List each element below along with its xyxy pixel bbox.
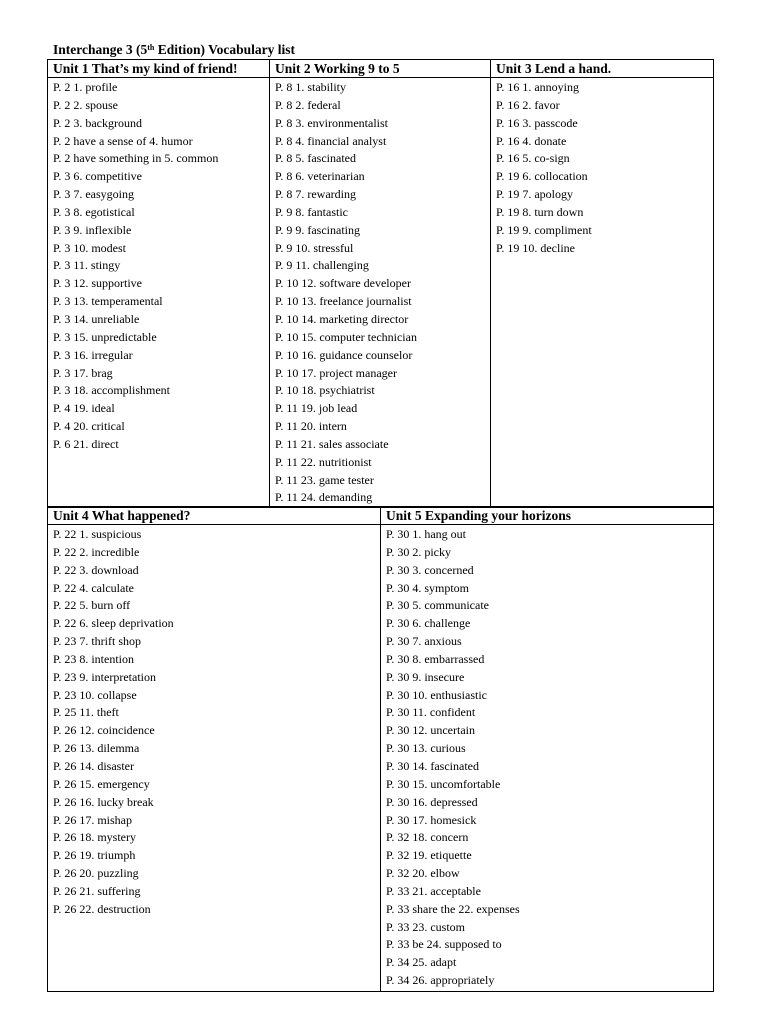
vocab-item: P. 11 21. sales associate — [275, 436, 389, 451]
vocab-item: P. 30 6. challenge — [386, 616, 471, 631]
vocab-item: P. 19 8. turn down — [496, 204, 584, 219]
vocab-item: P. 10 15. computer technician — [275, 329, 417, 344]
vocab-item: P. 22 5. burn off — [53, 598, 131, 613]
vocab-item: P. 8 4. financial analyst — [275, 133, 387, 148]
vocab-item: P. 2 have something in 5. common — [53, 151, 219, 166]
vocab-item: P. 30 1. hang out — [386, 527, 467, 541]
vocab-item: P. 11 19. job lead — [275, 401, 358, 416]
vocab-item: P. 8 2. federal — [275, 97, 341, 112]
vocab-item: P. 26 22. destruction — [53, 901, 151, 916]
vocab-item: P. 22 1. suspicious — [53, 527, 142, 541]
unit-2-word-list — [270, 78, 491, 508]
vocab-item: P. 16 1. annoying — [496, 80, 580, 94]
vocab-item: P. 19 7. apology — [496, 187, 574, 202]
vocab-item: P. 8 1. stability — [275, 80, 347, 94]
vocab-item: P. 16 2. favor — [496, 97, 560, 112]
vocab-item: P. 26 21. suffering — [53, 883, 141, 898]
vocab-item: P. 22 2. incredible — [53, 544, 140, 559]
unit-5-heading: Unit 5 Expanding your horizons — [381, 507, 714, 525]
vocab-item: P. 22 3. download — [53, 562, 139, 577]
vocab-item: P. 30 8. embarrassed — [386, 651, 485, 666]
vocab-item: P. 2 2. spouse — [53, 97, 119, 112]
vocab-item: P. 10 14. marketing director — [275, 311, 409, 326]
vocab-item: P. 2 1. profile — [53, 80, 118, 94]
vocab-item: P. 30 3. concerned — [386, 562, 474, 577]
document-title — [53, 42, 295, 58]
unit-4-heading: Unit 4 What happened? — [48, 507, 381, 525]
vocab-item: P. 33 share the 22. expenses — [386, 901, 520, 916]
vocab-item: P. 16 4. donate — [496, 133, 567, 148]
vocab-item: P. 3 11. stingy — [53, 258, 121, 273]
vocab-item: P. 30 14. fascinated — [386, 758, 479, 773]
vocab-item: P. 3 10. modest — [53, 240, 127, 255]
vocab-item: P. 26 15. emergency — [53, 776, 150, 791]
vocab-item: P. 9 9. fascinating — [275, 222, 360, 237]
vocab-item: P. 26 13. dilemma — [53, 741, 140, 756]
vocab-item: P. 3 9. inflexible — [53, 222, 132, 237]
vocab-item: P. 9 8. fantastic — [275, 204, 348, 219]
vocab-item: P. 26 18. mystery — [53, 830, 137, 845]
vocab-item: P. 30 15. uncomfortable — [386, 776, 501, 791]
vocab-item: P. 26 20. puzzling — [53, 866, 139, 881]
vocab-item: P. 32 18. concern — [386, 830, 469, 845]
vocab-item: P. 30 17. homesick — [386, 812, 477, 827]
vocab-item: P. 8 5. fascinated — [275, 151, 356, 166]
vocab-item: P. 6 21. direct — [53, 436, 119, 451]
vocab-item: P. 9 11. challenging — [275, 258, 369, 273]
unit-1-word-list — [48, 78, 270, 508]
vocab-item: P. 30 16. depressed — [386, 794, 478, 809]
vocab-item: P. 3 8. egotistical — [53, 204, 135, 219]
vocab-item: P. 10 17. project manager — [275, 365, 397, 380]
vocab-item: P. 3 14. unreliable — [53, 311, 140, 326]
vocab-item: P. 19 10. decline — [496, 240, 575, 255]
vocab-item: P. 10 12. software developer — [275, 276, 411, 291]
vocab-item: P. 3 16. irregular — [53, 347, 133, 362]
vocab-item: P. 11 23. game tester — [275, 472, 374, 487]
vocab-item: P. 26 14. disaster — [53, 758, 134, 773]
vocab-item: P. 26 17. mishap — [53, 812, 133, 827]
unit-3-heading: Unit 3 Lend a hand. — [491, 60, 714, 78]
vocab-item: P. 3 18. accomplishment — [53, 383, 170, 398]
vocab-item: P. 2 3. background — [53, 115, 142, 130]
vocab-item: P. 30 13. curious — [386, 741, 466, 756]
vocab-item: P. 32 20. elbow — [386, 866, 460, 881]
vocab-item: P. 16 5. co-sign — [496, 151, 570, 166]
vocab-item: P. 30 10. enthusiastic — [386, 687, 487, 702]
vocab-item: P. 8 6. veterinarian — [275, 169, 365, 184]
vocab-table-units-1-3 — [47, 59, 714, 508]
vocab-item: P. 3 13. temperamental — [53, 294, 163, 309]
vocab-item: P. 26 16. lucky break — [53, 794, 154, 809]
vocab-item: P. 3 7. easygoing — [53, 187, 134, 202]
vocab-item: P. 26 12. coincidence — [53, 723, 155, 738]
vocab-item: P. 23 8. intention — [53, 651, 135, 666]
vocab-item: P. 30 2. picky — [386, 544, 452, 559]
vocab-item: P. 8 7. rewarding — [275, 187, 356, 202]
vocab-item: P. 30 12. uncertain — [386, 723, 475, 738]
vocab-item: P. 10 18. psychiatrist — [275, 383, 375, 398]
vocab-item: P. 11 24. demanding — [275, 490, 373, 505]
vocab-item: P. 19 9. compliment — [496, 222, 592, 237]
vocab-item: P. 22 6. sleep deprivation — [53, 616, 174, 631]
vocab-item: P. 33 be 24. supposed to — [386, 937, 502, 952]
vocab-item: P. 4 19. ideal — [53, 401, 115, 416]
unit-2-heading: Unit 2 Working 9 to 5 — [270, 60, 491, 78]
unit-5-word-list — [381, 525, 714, 992]
vocab-item: P. 33 23. custom — [386, 919, 466, 934]
vocab-item: P. 26 19. triumph — [53, 848, 136, 863]
vocab-item: P. 10 16. guidance counselor — [275, 347, 413, 362]
vocab-item: P. 11 20. intern — [275, 419, 347, 434]
vocab-item: P. 3 12. supportive — [53, 276, 143, 291]
vocab-item: P. 25 11. theft — [53, 705, 119, 720]
vocab-item: P. 10 13. freelance journalist — [275, 294, 412, 309]
vocab-item: P. 22 4. calculate — [53, 580, 134, 595]
title-prefix: Interchange 3 (5 — [53, 42, 148, 57]
vocab-item: P. 11 22. nutritionist — [275, 454, 372, 469]
vocab-item: P. 3 15. unpredictable — [53, 329, 157, 344]
unit-4-word-list — [48, 525, 381, 992]
vocab-item: P. 2 have a sense of 4. humor — [53, 133, 193, 148]
vocab-item: P. 34 26. appropriately — [386, 973, 495, 988]
vocab-item: P. 23 9. interpretation — [53, 669, 156, 684]
vocab-item: P. 30 11. confident — [386, 705, 476, 720]
vocab-item: P. 23 10. collapse — [53, 687, 137, 702]
vocab-item: P. 4 20. critical — [53, 419, 125, 434]
vocab-item: P. 3 17. brag — [53, 365, 113, 380]
title-suffix: Edition) Vocabulary list — [154, 42, 296, 57]
vocab-item: P. 23 7. thrift shop — [53, 634, 142, 649]
vocab-item: P. 30 5. communicate — [386, 598, 489, 613]
vocab-item: P. 34 25. adapt — [386, 955, 457, 970]
title-superscript: th — [147, 43, 155, 52]
vocab-item: P. 19 6. collocation — [496, 169, 588, 184]
unit-1-heading: Unit 1 That’s my kind of friend! — [48, 60, 270, 78]
vocab-item: P. 30 4. symptom — [386, 580, 470, 595]
unit-3-word-list — [491, 78, 714, 508]
vocab-table-units-4-5 — [47, 506, 714, 992]
vocab-item: P. 16 3. passcode — [496, 115, 578, 130]
vocab-item: P. 33 21. acceptable — [386, 883, 481, 898]
vocab-item: P. 8 3. environmentalist — [275, 115, 388, 130]
vocab-item: P. 30 7. anxious — [386, 634, 462, 649]
vocab-item: P. 32 19. etiquette — [386, 848, 472, 863]
vocab-item: P. 9 10. stressful — [275, 240, 354, 255]
vocab-item: P. 30 9. insecure — [386, 669, 465, 684]
vocab-item: P. 3 6. competitive — [53, 169, 142, 184]
